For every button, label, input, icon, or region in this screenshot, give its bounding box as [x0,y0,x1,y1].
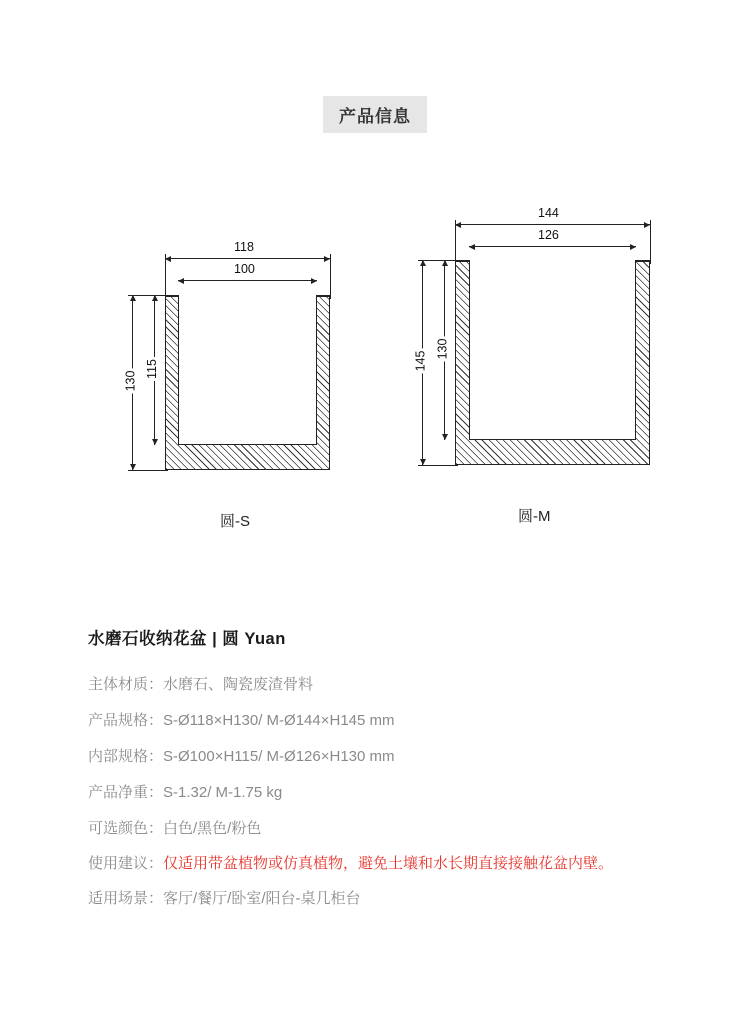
ext-line-s-outer-bottom [128,470,168,471]
product-spec [88,625,688,917]
spec-row [88,881,688,917]
ext-line-s-outer-right [330,254,331,299]
spec-row [88,775,688,811]
dim-label-m-outer-width: 144 [538,206,559,220]
arrow-m-inner-height-top [442,260,448,266]
spec-label: 产品规格： [88,712,164,729]
pot-cavity-s [178,295,317,445]
spec-value: S-Ø100×H115/ M-Ø126×H130 mm [163,748,395,765]
spec-label: 产品净重： [88,784,164,801]
spec-row [88,739,688,775]
dim-label-m-inner-height: 130 [435,338,450,360]
arrow-s-outer-width-left [165,256,171,262]
drawing-caption-s: 圆-S [220,513,251,530]
spec-value: 白色/黑色/粉色 [163,820,262,837]
dim-label-s-inner-width: 100 [234,262,255,276]
spec-row [88,811,688,847]
spec-label: 内部规格： [88,748,164,765]
spec-value: 水磨石、陶瓷废渣骨料 [163,676,314,693]
ext-line-m-outer-right [650,220,651,264]
technical-drawings [0,200,750,560]
spec-label: 可选颜色： [88,820,164,837]
spec-label: 适用场景： [88,890,164,907]
spec-value: S-1.32/ M-1.75 kg [163,784,283,801]
arrow-s-inner-width-right [311,278,317,284]
arrow-m-outer-height-top [420,260,426,266]
arrow-s-inner-height-bottom [152,439,158,445]
dim-label-s-inner-height: 115 [144,359,159,379]
arrow-m-inner-height-bottom [442,434,448,440]
spec-label: 主体材质： [88,676,164,693]
dim-label-s-outer-height: 130 [123,370,138,392]
drawing-caption-m: 圆-M [518,508,551,525]
arrow-m-outer-width-left [455,222,461,228]
arrow-s-outer-height-top [130,295,136,301]
spec-value: S-Ø118×H130/ M-Ø144×H145 mm [163,712,395,729]
pot-rim-right-s [316,295,331,297]
spec-row [88,703,688,739]
dim-label-m-outer-height: 145 [413,350,428,372]
spec-row [88,667,688,703]
spec-value: 客厅/餐厅/卧室/阳台-桌几柜台 [163,890,361,907]
ext-line-m-outer-bottom [418,465,458,466]
pot-cavity-m [469,260,636,440]
arrow-s-outer-width-right [324,256,330,262]
dim-label-m-inner-width: 126 [538,228,559,242]
dim-line-m-outer-width [455,224,650,225]
arrow-s-inner-width-left [178,278,184,284]
dim-line-m-inner-width [469,246,636,247]
dim-line-s-outer-width [165,258,330,259]
arrow-m-outer-height-bottom [420,459,426,465]
arrow-s-inner-height-top [152,295,158,301]
dim-label-s-outer-width: 118 [234,240,254,254]
arrow-s-outer-height-bottom [130,464,136,470]
spec-label: 使用建议： [88,855,164,872]
product-name: 水磨石收纳花盆 | 圆 Yuan [88,630,286,648]
arrow-m-inner-width-left [469,244,475,250]
spec-row-warning [88,847,688,881]
arrow-m-outer-width-right [644,222,650,228]
spec-value-warning: 仅适用带盆植物或仿真植物，避免土壤和水长期直接接触花盆内壁。 [163,855,614,872]
page-title: 产品信息 [323,96,427,133]
pot-rim-right-m [635,260,651,262]
dim-line-s-inner-width [178,280,317,281]
arrow-m-inner-width-right [630,244,636,250]
header [0,96,750,133]
